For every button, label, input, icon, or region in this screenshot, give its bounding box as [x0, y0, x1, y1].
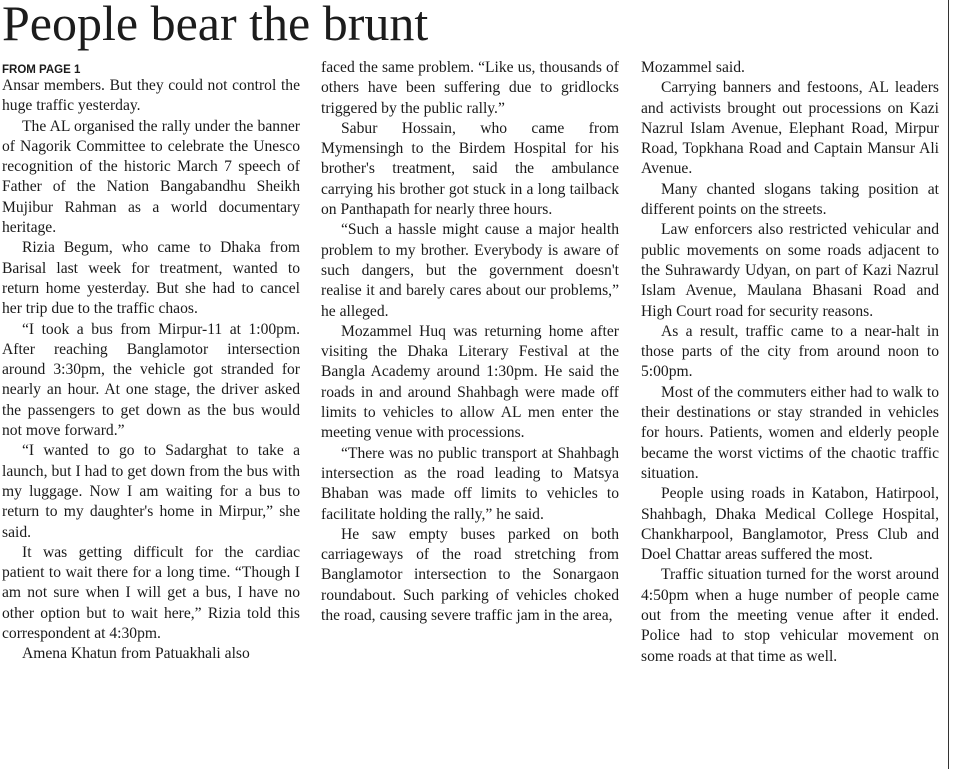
- article-paragraph: The AL organised the rally under the banner of Nagorik Committee to celebrate the Unesco recognition of the historic March 7 speech of Father of the Nation Bangabandhu Sheikh Mujibur Rahman as a world documentary heritage.: [2, 117, 300, 237]
- article-paragraph: Many chanted slogans taking position at different points on the streets.: [641, 180, 939, 219]
- article-paragraph: As a result, traffic came to a near-halt in those parts of the city from around noon to 5:00pm.: [641, 322, 939, 381]
- article-paragraph: It was getting difficult for the cardiac patient to wait there for a long time. “Though I am not sure when I will get a bus, I have no other option but to wait here,” Rizia told this correspondent at 4:30pm.: [2, 543, 300, 643]
- article-paragraph: “Such a hassle might cause a major health problem to my brother. Everybody is aware of such dangers, but the government doesn't realise it and barely cares about our problems,” he alleged.: [321, 221, 619, 320]
- article-paragraph: “I took a bus from Mirpur-11 at 1:00pm. After reaching Banglamotor intersection around 3:30pm, the vehicle got stranded for nearly an hour. At one stage, the driver asked the passengers to get down as the bus would not move forward.”: [2, 320, 300, 440]
- article-paragraph: Traffic situation turned for the worst around 4:50pm when a huge number of people came out from the meeting venue after it ended. Police had to stop vehicular movement on some roads at that time as well.: [641, 566, 939, 665]
- article-column-2: [321, 58, 619, 626]
- article-paragraph: People using roads in Katabon, Hatirpool, Shahbagh, Dhaka Medical College Hospital, Chankharpool, Banglamotor, Press Club and Doel Chattar areas suffered the most.: [641, 485, 939, 564]
- dateline: FROM PAGE 1: [2, 64, 81, 76]
- article-paragraph: Mozammel Huq was returning home after visiting the Dhaka Literary Festival at the Bangla Academy around 1:30pm. He said the roads in and around Shahbagh were made off limits to vehicles to allow AL men enter the meeting venue with processions.: [321, 322, 619, 442]
- article-column-3: [641, 58, 939, 667]
- article-paragraph: He saw empty buses parked on both carriageways of the road stretching from Banglamotor intersection to the Sonargaon roundabout. Such parking of vehicles choked the road, causing severe traffic jam in the area,: [321, 525, 619, 625]
- column-divider-rule: [948, 0, 949, 769]
- article-paragraph: “There was no public transport at Shahbagh intersection as the road leading to Matsya Bhaban was made off limits to vehicles to facilitate holding the rally,” he said.: [321, 444, 619, 523]
- article-paragraph: faced the same problem. “Like us, thousands of others have been suffering due to gridlocks triggered by the public rally.”: [321, 59, 619, 117]
- article-paragraph: Most of the commuters either had to walk to their destinations or stay stranded in vehicles for hours. Patients, women and elderly people became the worst victims of the chaotic traffic situation.: [641, 383, 939, 482]
- article-paragraph: Mozammel said.: [641, 59, 745, 76]
- article-paragraph: Ansar members. But they could not control the huge traffic yesterday.: [2, 77, 300, 115]
- article-paragraph: Carrying banners and festoons, AL leaders and activists brought out processions on Kazi Nazrul Islam Avenue, Elephant Road, Mirpur Road, Topkhana Road and Captain Mansur Ali Avenue.: [641, 79, 939, 178]
- article-paragraph: Amena Khatun from Patuakhali also: [22, 645, 250, 663]
- headline: People bear the brunt: [2, 0, 429, 51]
- article-paragraph: “I wanted to go to Sadarghat to take a launch, but I had to get down from the bus with my luggage. Now I am waiting for a bus to return to my daughter's home in Mirpur,” she said.: [2, 442, 300, 541]
- article-paragraph: Sabur Hossain, who came from Mymensingh to the Birdem Hospital for his brother's treatment, said the ambulance carrying his brother got stuck in a long tailback on Panthapath for nearly three hours.: [321, 119, 619, 219]
- article-column-1: [2, 58, 300, 665]
- article-paragraph: Law enforcers also restricted vehicular and public movements on some roads adjacent to the Suhrawardy Udyan, on part of Kazi Nazrul Islam Avenue, Maulana Bhasani Road and High Court road for security reasons.: [641, 221, 939, 320]
- article-paragraph: Rizia Begum, who came to Dhaka from Barisal last week for treatment, wanted to return home yesterday. But she had to cancel her trip due to the traffic chaos.: [2, 239, 300, 318]
